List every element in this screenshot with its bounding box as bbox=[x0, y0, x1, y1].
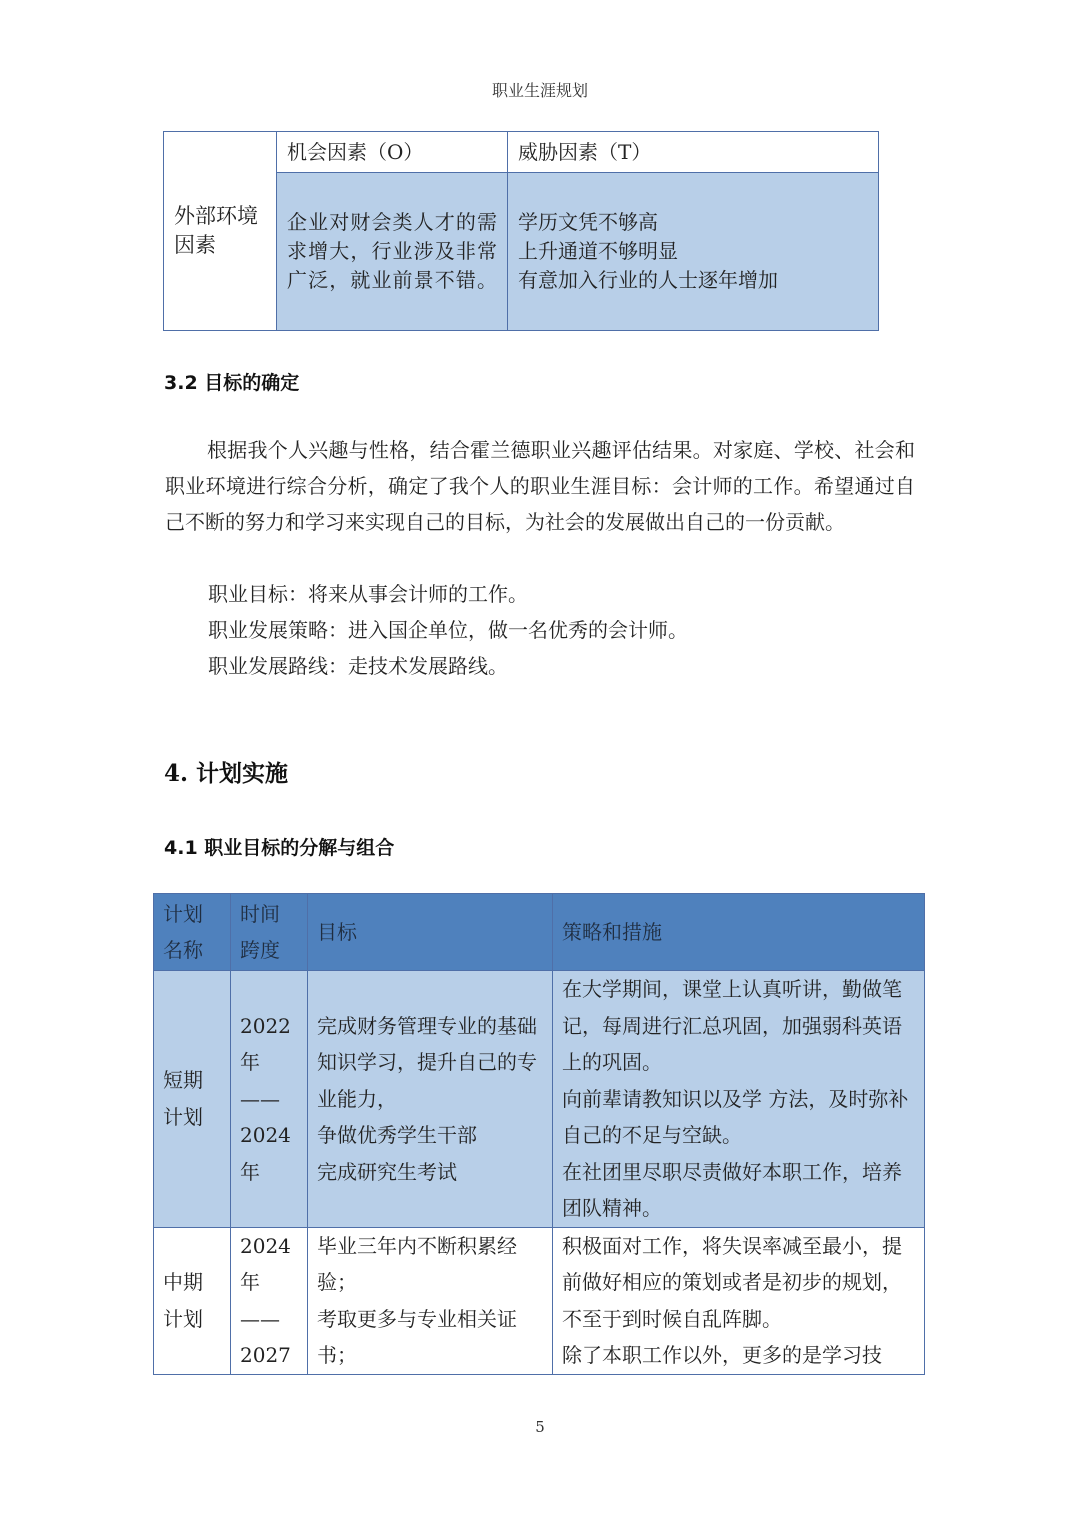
header-time-span: 时间跨度 bbox=[231, 894, 308, 971]
strategy-item: 在大学期间，课堂上认真听讲，勤做笔记，每周进行汇总巩固，加强弱科英语上的巩固。 bbox=[562, 977, 902, 1074]
strategy-item: 除了本职工作以外，更多的是学习技 bbox=[562, 1343, 882, 1367]
strategy-item: 积极面对工作，将失误率减至最小，提前做好相应的策划或者是初步的规划，不至于到时候自乱阵脚。 bbox=[562, 1233, 902, 1331]
career-path-line: 职业发展路线：走技术发展路线。 bbox=[208, 654, 508, 678]
threat-cell bbox=[508, 173, 879, 331]
section-3-2-paragraph: 根据我个人兴趣与性格，结合霍兰德职业兴趣评估结果。对家庭、学校、社会和职业环境进行综合分析，确定了我个人的职业生涯目标：会计师的工作。希望通过自己不断的努力和学习来实现自己的目标，为社会的发展做出自己的一份贡献。 bbox=[165, 438, 915, 534]
section-4-1-heading: 4.1 职业目标的分解与组合 bbox=[164, 837, 395, 859]
plan-table bbox=[153, 893, 925, 1375]
threat-item: 上升通道不够明显 bbox=[518, 239, 678, 263]
career-goal-line: 职业目标：将来从事会计师的工作。 bbox=[208, 582, 528, 606]
career-strategy-line: 职业发展策略：进入国企单位，做一名优秀的会计师。 bbox=[208, 618, 688, 642]
strategy-item: 在社团里尽职尽责做好本职工作，培养团队精神。 bbox=[562, 1159, 902, 1220]
goal-item: 争做优秀学生干部 bbox=[317, 1123, 477, 1147]
page-header: 职业生涯规划 bbox=[491, 81, 588, 100]
time-span-cell: 2022年——2024年 bbox=[231, 971, 308, 1228]
opportunity-header: 机会因素（O） bbox=[277, 132, 508, 173]
strategy-cell bbox=[553, 1227, 925, 1374]
threat-header: 威胁因素（T） bbox=[508, 132, 879, 173]
header-plan-name: 计划名称 bbox=[154, 894, 231, 971]
goal-cell bbox=[308, 1227, 553, 1374]
page-number: 5 bbox=[535, 1418, 545, 1436]
time-span-cell: 2024年——2027 bbox=[231, 1227, 308, 1374]
opportunity-text: 企业对财会类人才的需求增大，行业涉及非常广泛，就业前景不错。 bbox=[287, 210, 497, 292]
strategy-cell bbox=[553, 971, 925, 1228]
swot-row-label: 外部环境因素 bbox=[164, 132, 277, 331]
section-3-2-heading: 3.2 目标的确定 bbox=[164, 372, 300, 394]
opportunity-cell bbox=[277, 173, 508, 331]
goal-item: 毕业三年内不断积累经验； bbox=[317, 1233, 517, 1294]
swot-external-factors-table bbox=[163, 131, 879, 331]
section-4-heading: 4. 计划实施 bbox=[164, 760, 289, 787]
plan-name-cell: 短期计划 bbox=[154, 971, 231, 1228]
plan-name-cell: 中期计划 bbox=[154, 1227, 231, 1374]
goal-cell bbox=[308, 971, 553, 1228]
table-row bbox=[154, 971, 925, 1228]
threat-item: 有意加入行业的人士逐年增加 bbox=[518, 268, 778, 292]
plan-table-header-row bbox=[154, 894, 925, 971]
header-strategy: 策略和措施 bbox=[553, 894, 925, 971]
strategy-item: 向前辈请教知识以及学 方法，及时弥补自己的不足与空缺。 bbox=[562, 1086, 909, 1147]
table-row bbox=[154, 1227, 925, 1374]
goal-item: 考取更多与专业相关证书； bbox=[317, 1306, 517, 1367]
threat-item: 学历文凭不够高 bbox=[518, 210, 658, 234]
header-goal: 目标 bbox=[308, 894, 553, 971]
goal-item: 完成研究生考试 bbox=[317, 1159, 457, 1184]
goal-item: 完成财务管理专业的基础知识学习，提升自己的专业能力， bbox=[317, 1013, 537, 1111]
